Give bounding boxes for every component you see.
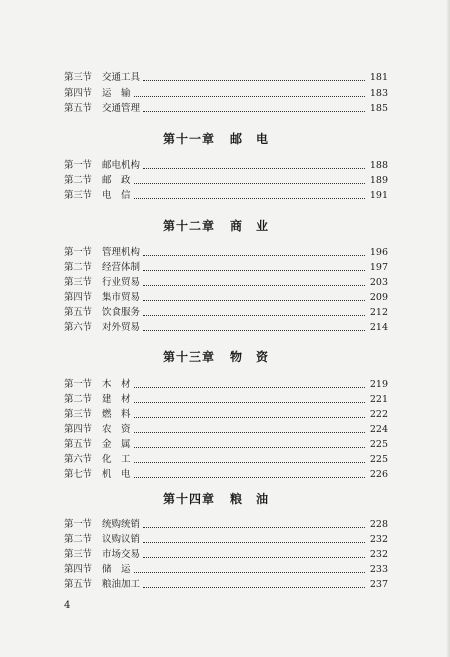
section-number: 第四节 — [64, 88, 92, 99]
dot-leader — [134, 431, 365, 433]
dot-leader — [134, 386, 365, 388]
page-number: 181 — [369, 72, 388, 83]
page-number: 189 — [369, 175, 388, 186]
dot-leader — [134, 182, 365, 184]
toc-entry[interactable] — [64, 562, 388, 576]
toc-entry[interactable] — [64, 173, 388, 187]
dot-leader — [143, 167, 365, 169]
section-number: 第四节 — [64, 292, 92, 303]
section-number: 第七节 — [64, 469, 92, 480]
page-number: 228 — [369, 519, 388, 530]
page-number: 221 — [369, 394, 388, 405]
section-number: 第二节 — [64, 262, 92, 273]
dot-leader — [134, 401, 365, 403]
dot-leader — [143, 299, 365, 301]
toc-entry[interactable] — [64, 577, 388, 591]
dot-leader — [143, 79, 365, 81]
section-number: 第三节 — [64, 409, 92, 420]
page-number: 203 — [369, 277, 388, 288]
page-number: 226 — [369, 469, 388, 480]
toc-entry[interactable] — [64, 547, 388, 561]
dot-leader — [134, 476, 365, 478]
page-number: 212 — [369, 307, 388, 318]
chapter-title: 物 资 — [230, 350, 270, 364]
chapter-title: 邮 电 — [230, 132, 270, 146]
page-number: 185 — [369, 103, 388, 114]
section-title: 议购议销 — [102, 534, 141, 545]
page-number: 183 — [369, 88, 388, 99]
toc-entry[interactable] — [64, 320, 388, 334]
chapter-number: 第十四章 — [163, 492, 216, 506]
section-title: 饮食服务 — [102, 307, 141, 318]
chapter-number: 第十三章 — [163, 350, 216, 364]
dot-leader — [143, 284, 365, 286]
page-number: 209 — [369, 292, 388, 303]
section-title: 电 信 — [102, 190, 131, 201]
dot-leader — [143, 526, 365, 528]
page-number: 237 — [369, 579, 388, 590]
page-edge-shadow — [446, 0, 450, 657]
toc-entry[interactable] — [64, 86, 388, 100]
toc-entry[interactable] — [64, 517, 388, 531]
dot-leader — [143, 541, 365, 543]
section-number: 第五节 — [64, 307, 92, 318]
page-number: 222 — [369, 409, 388, 420]
toc-entry[interactable] — [64, 422, 388, 436]
page-number: 225 — [369, 454, 388, 465]
dot-leader — [143, 556, 365, 558]
section-title: 木 材 — [102, 379, 131, 390]
page-number: 224 — [369, 424, 388, 435]
page-number: 225 — [369, 439, 388, 450]
toc-entry[interactable] — [64, 305, 388, 319]
section-title: 市场交易 — [102, 549, 141, 560]
chapter-number: 第十二章 — [163, 219, 216, 233]
dot-leader — [143, 586, 365, 588]
dot-leader — [143, 329, 365, 331]
section-number: 第五节 — [64, 439, 92, 450]
section-title: 化 工 — [102, 454, 131, 465]
section-title: 邮 政 — [102, 175, 131, 186]
section-title: 金 属 — [102, 439, 131, 450]
page-number: 232 — [369, 549, 388, 560]
toc-entry[interactable] — [64, 467, 388, 481]
toc-entry[interactable] — [64, 260, 388, 274]
toc-entry[interactable] — [64, 452, 388, 466]
page-number: 196 — [369, 247, 388, 258]
section-number: 第一节 — [64, 247, 92, 258]
section-number: 第三节 — [64, 72, 92, 83]
section-title: 燃 料 — [102, 409, 131, 420]
dot-leader — [134, 461, 365, 463]
toc-entry[interactable] — [64, 188, 388, 202]
section-number: 第六节 — [64, 322, 92, 333]
section-number: 第六节 — [64, 454, 92, 465]
toc-entry[interactable] — [64, 275, 388, 289]
section-title: 对外贸易 — [102, 322, 141, 333]
toc-entry[interactable] — [64, 290, 388, 304]
toc-entry[interactable] — [64, 532, 388, 546]
section-title: 集市贸易 — [102, 292, 141, 303]
section-title: 建 材 — [102, 394, 131, 405]
section-title: 运 输 — [102, 88, 131, 99]
section-title: 农 资 — [102, 424, 131, 435]
section-number: 第一节 — [64, 519, 92, 530]
section-title: 经营体制 — [102, 262, 141, 273]
dot-leader — [143, 269, 365, 271]
toc-entry[interactable] — [64, 392, 388, 406]
section-title: 行业贸易 — [102, 277, 141, 288]
section-title: 机 电 — [102, 469, 131, 480]
section-number: 第二节 — [64, 175, 92, 186]
section-number: 第四节 — [64, 424, 92, 435]
page-number: 188 — [369, 160, 388, 171]
section-number: 第三节 — [64, 277, 92, 288]
page-number: 233 — [369, 564, 388, 575]
section-number: 第一节 — [64, 160, 92, 171]
page-number: 214 — [369, 322, 388, 333]
section-number: 第五节 — [64, 579, 92, 590]
section-title: 粮油加工 — [102, 579, 141, 590]
page-folio: 4 — [64, 600, 71, 611]
toc-entry[interactable] — [64, 245, 388, 259]
section-number: 第二节 — [64, 394, 92, 405]
page-number: 191 — [369, 190, 388, 201]
chapter-number: 第十一章 — [163, 132, 216, 146]
section-title: 管理机构 — [102, 247, 141, 258]
section-title: 交通工具 — [102, 72, 141, 83]
chapter-title: 粮 油 — [230, 492, 270, 506]
toc-entry[interactable] — [64, 437, 388, 451]
section-number: 第三节 — [64, 190, 92, 201]
toc-entry[interactable] — [64, 70, 388, 84]
page-number: 232 — [369, 534, 388, 545]
section-title: 统购统销 — [102, 519, 141, 530]
dot-leader — [134, 571, 365, 573]
section-number: 第二节 — [64, 534, 92, 545]
dot-leader — [134, 416, 365, 418]
dot-leader — [143, 314, 365, 316]
page-number: 219 — [369, 379, 388, 390]
dot-leader — [134, 197, 365, 199]
toc-entry[interactable] — [64, 407, 388, 421]
dot-leader — [143, 254, 365, 256]
section-title: 邮电机构 — [102, 160, 141, 171]
section-title: 储 运 — [102, 564, 131, 575]
chapter-title: 商 业 — [230, 219, 270, 233]
section-number: 第四节 — [64, 564, 92, 575]
dot-leader — [134, 95, 365, 97]
toc-entry[interactable] — [64, 101, 388, 115]
section-number: 第一节 — [64, 379, 92, 390]
page-number: 197 — [369, 262, 388, 273]
dot-leader — [143, 110, 365, 112]
section-number: 第三节 — [64, 549, 92, 560]
toc-entry[interactable] — [64, 377, 388, 391]
dot-leader — [134, 446, 365, 448]
toc-entry[interactable] — [64, 158, 388, 172]
section-title: 交通管理 — [102, 103, 141, 114]
section-number: 第五节 — [64, 103, 92, 114]
